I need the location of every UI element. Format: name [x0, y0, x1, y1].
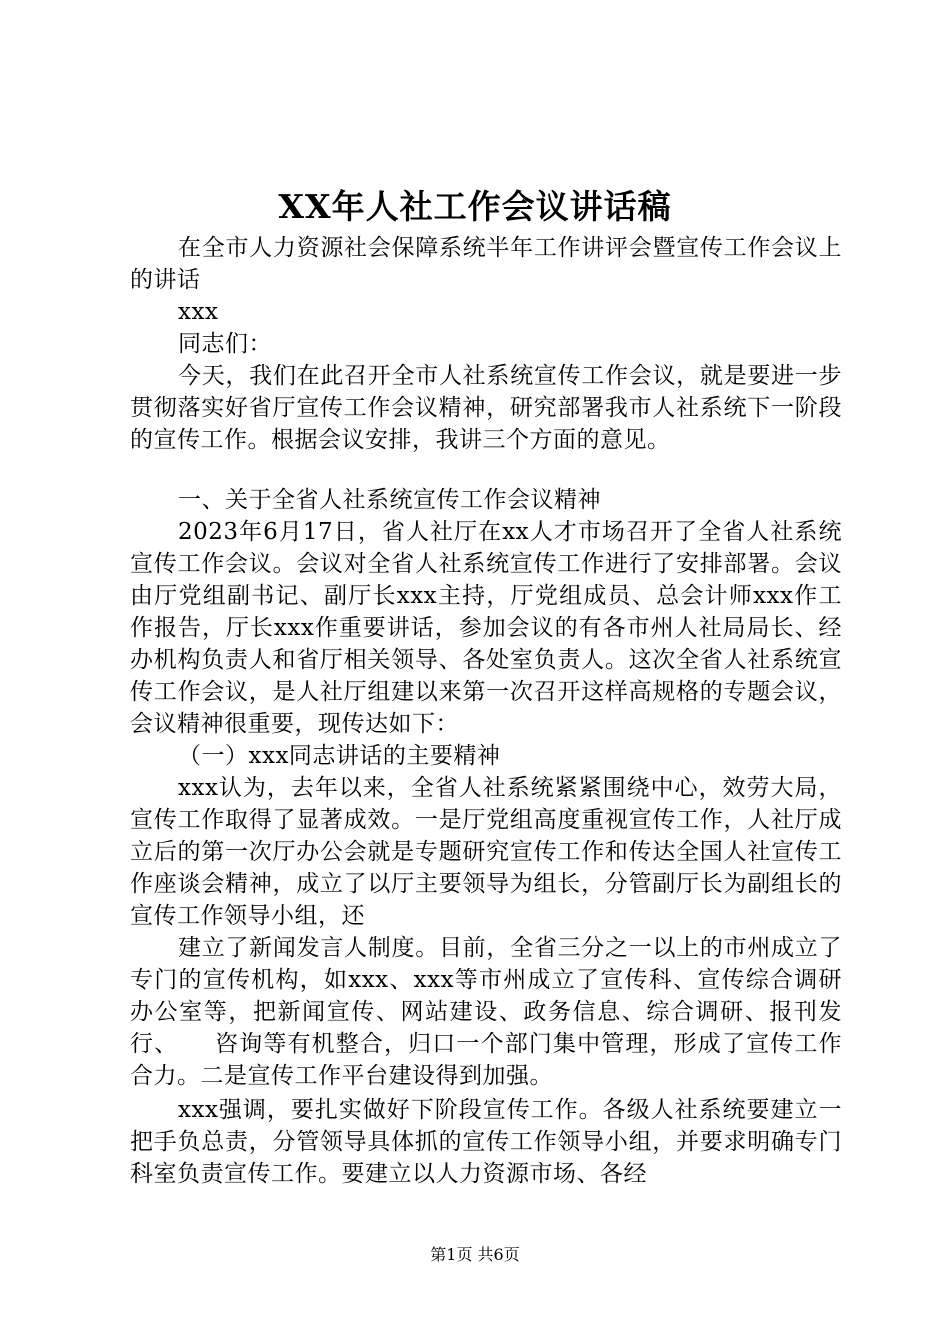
paragraph-spokesperson: 建立了新闻发言人制度。目前，全省三分之一以上的市州成立了专门的宣传机构，如xxx、xxx等市州成立了宣传科、宣传综合调研办公室等，把新闻宣传、网站建设、政务信息、综合调研、报刊发行、 咨询等有机整合，归口一个部门集中管理，形成了宣传工作合力。二是宣传工作平台建设得到加强。 [130, 935, 842, 1089]
document-title: XX年人社工作会议讲话稿 [278, 187, 672, 226]
document-body [130, 232, 842, 1190]
paragraph-salutation: 同志们： [178, 331, 272, 357]
paragraph-intro: 今天，我们在此召开全市人社系统宣传工作会议，就是要进一步贯彻落实好省厅宣传工作会议精神，研究部署我市人社系统下一阶段的宣传工作。根据会议安排，我讲三个方面的意见。 [130, 363, 842, 453]
page-number: 第1页 共6页 [430, 1245, 520, 1264]
paragraph-subtitle: 在全市人力资源社会保障系统半年工作讲评会暨宣传工作会议上的讲话 [130, 235, 842, 293]
section-heading-1: 一、关于全省人社系统宣传工作会议精神 [178, 487, 601, 513]
paragraph-meeting: 2023年6月17日，省人社厅在xx人才市场召开了全省人社系统宣传工作会议。会议对全省人社系统宣传工作进行了安排部署。会议由厅党组副书记、副厅长xxx主持，厅党组成员、总会计师xxx作工作报告，厅长xxx作重要讲话，参加会议的有各市州人社局局长、经办机构负责人和省厅相关领导、各处室负责人。这次全省人社系统宣传工作会议，是人社厅组建以来第一次召开这样高规格的专题会议，会议精神很重要，现传达如下： [130, 519, 842, 737]
subsection-heading-1: （一）xxx同志讲话的主要精神 [178, 743, 501, 769]
paragraph-emphasis: xxx强调，要扎实做好下阶段宣传工作。各级人社系统要建立一把手负总责，分管领导具体抓的宣传工作领导小组，并要求明确专门科室负责宣传工作。要建立以人力资源市场、各经 [130, 1097, 842, 1187]
paragraph-spacer [130, 456, 842, 484]
paragraph-speaker: xxx [178, 299, 219, 325]
paragraph-achievements: xxx认为，去年以来，全省人社系统紧紧围绕中心，效劳大局，宣传工作取得了显著成效。一是厅党组高度重视宣传工作，人社厅成立后的第一次厅办公会就是专题研究宣传工作和传达全国人社宣传工作座谈会精神，成立了以厅主要领导为组长，分管副厅长为副组长的宣传工作领导小组，还 [130, 775, 842, 929]
